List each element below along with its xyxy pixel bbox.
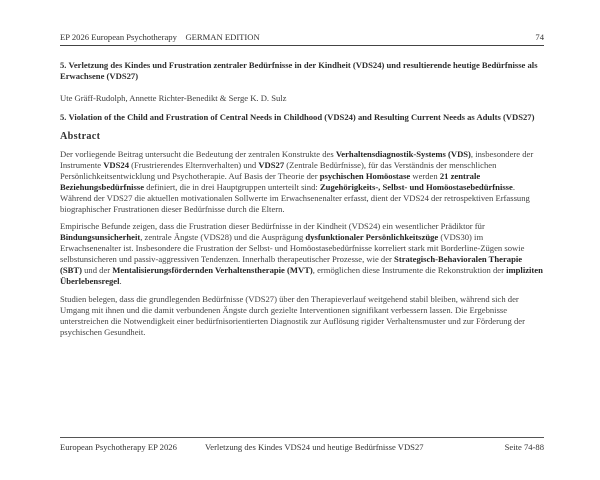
bold-term: 21 zentrale Beziehungsbedürfnisse bbox=[60, 170, 481, 192]
bold-term: dysfunktionaler Persönlichkeitszüge bbox=[305, 232, 439, 243]
bold-term: Strategisch-Behavioralen Therapie (SBT) bbox=[60, 254, 523, 276]
text-run: und der bbox=[81, 265, 113, 276]
article bbox=[60, 60, 544, 338]
footer-pages: Seite 74-88 bbox=[504, 442, 544, 452]
bold-term: Mentalisierungsfördernden Verhaltenstherapie (MVT) bbox=[112, 265, 313, 276]
text-run: Empirische Befunde zeigen, dass die Frustration dieser Bedürfnisse in der Kindheit (VDS24) ein wesentlicher Prädiktor für bbox=[60, 221, 485, 232]
bold-term: impliziten Überlebensregel bbox=[60, 265, 543, 286]
bold-term: VDS24 bbox=[103, 159, 129, 170]
text-run: Studien belegen, dass die grundlegenden Bedürfnisse (VDS27) über den Therapieverlauf weitgehend stabil bleiben, während sich der Umgang mit ihnen und die damit verbundenen Ängste durch gezielte Interventionen signifikant verbessern lassen. Die Ergebnisse unterstreichen die Notwendigkeit einer bedürfnisorientierten Diagnostik zur Auflösung rigider Verhaltensmuster und zur Förderung der psychischen Gesundheit. bbox=[60, 293, 525, 337]
footer-running-title: Verletzung des Kindes VDS24 und heutige Bedürfnisse VDS27 bbox=[205, 442, 424, 452]
header-page-number: 74 bbox=[535, 32, 544, 42]
header-journal: EP 2026 European Psychotherapy bbox=[60, 32, 177, 42]
text-run: werden bbox=[410, 170, 440, 181]
page-header bbox=[60, 32, 544, 42]
footer-rule bbox=[60, 437, 544, 438]
bold-term: Zugehörigkeits-, Selbst- und Homöostasebedürfnisse bbox=[319, 181, 513, 192]
bold-term: psychischen Homöostase bbox=[319, 170, 411, 181]
text-run: , insbesondere der Instrumente bbox=[60, 149, 534, 170]
text-run: (VDS30) im Erwachsenenalter ist. Insbesondere die Frustration der Selbst- und Homöostasebedürfnisse korreliert stark mit Borderline-Zügen sowie selbstunsicheren und passiv-aggressiven Tendenzen. Innerhalb therapeutischer Prozesse, wie der bbox=[60, 232, 525, 265]
text-run: , ermöglichen diese Instrumente die Rekonstruktion der bbox=[312, 265, 507, 276]
text-run: (Zentrale Bedürfnisse), für das Verständnis der menschlichen Persönlichkeitsentwicklung und Psychotherapie. Auf Basis der Theorie der bbox=[60, 159, 497, 181]
bold-term: VDS27 bbox=[258, 159, 285, 170]
text-run: . Während der VDS27 die aktuellen motivationalen Sollwerte im Erwachsenenalter erfasst, dient der VDS24 der retrospektiven Erfassung biographischer Frustrationen dieser Bedürfnisse durch die Eltern. bbox=[60, 181, 530, 214]
header-rule bbox=[60, 45, 544, 46]
page-footer bbox=[60, 442, 544, 452]
bold-term: Verhaltensdiagnostik-Systems (VDS) bbox=[335, 149, 471, 159]
text-run: . bbox=[119, 275, 122, 286]
text-run: definiert, die in drei Hauptgruppen unterteilt sind: bbox=[144, 181, 320, 192]
abstract-heading: Abstract bbox=[60, 131, 101, 142]
bold-term: Bindungsunsicherheit bbox=[60, 232, 141, 243]
article-authors: Ute Gräff-Rudolph, Annette Richter-Benedikt & Serge K. D. Sulz bbox=[60, 93, 287, 103]
text-run: , zentrale Ängste (VDS28) und die Ausprägung bbox=[140, 232, 306, 243]
article-title-en: 5. Violation of the Child and Frustration of Central Needs in Childhood (VDS24) and Resulting Current Needs as Adults (VDS27) bbox=[60, 112, 535, 122]
article-title-de: 5. Verletzung des Kindes und Frustration zentraler Bedürfnisse in der Kindheit (VDS24) und resultierende heutige Bedürfnisse als Erwachsene (VDS27) bbox=[60, 60, 538, 81]
footer-journal: European Psychotherapy EP 2026 bbox=[60, 442, 177, 452]
abstract-paragraph-2 bbox=[60, 221, 544, 286]
header-edition: GERMAN EDITION bbox=[185, 32, 260, 42]
text-run: Der vorliegende Beitrag untersucht die Bedeutung der zentralen Konstrukte des bbox=[60, 149, 336, 159]
text-run: (Frustrierendes Elternverhalten) und bbox=[129, 159, 259, 170]
abstract-paragraph-3 bbox=[60, 294, 544, 338]
abstract-paragraph-1 bbox=[60, 149, 544, 214]
